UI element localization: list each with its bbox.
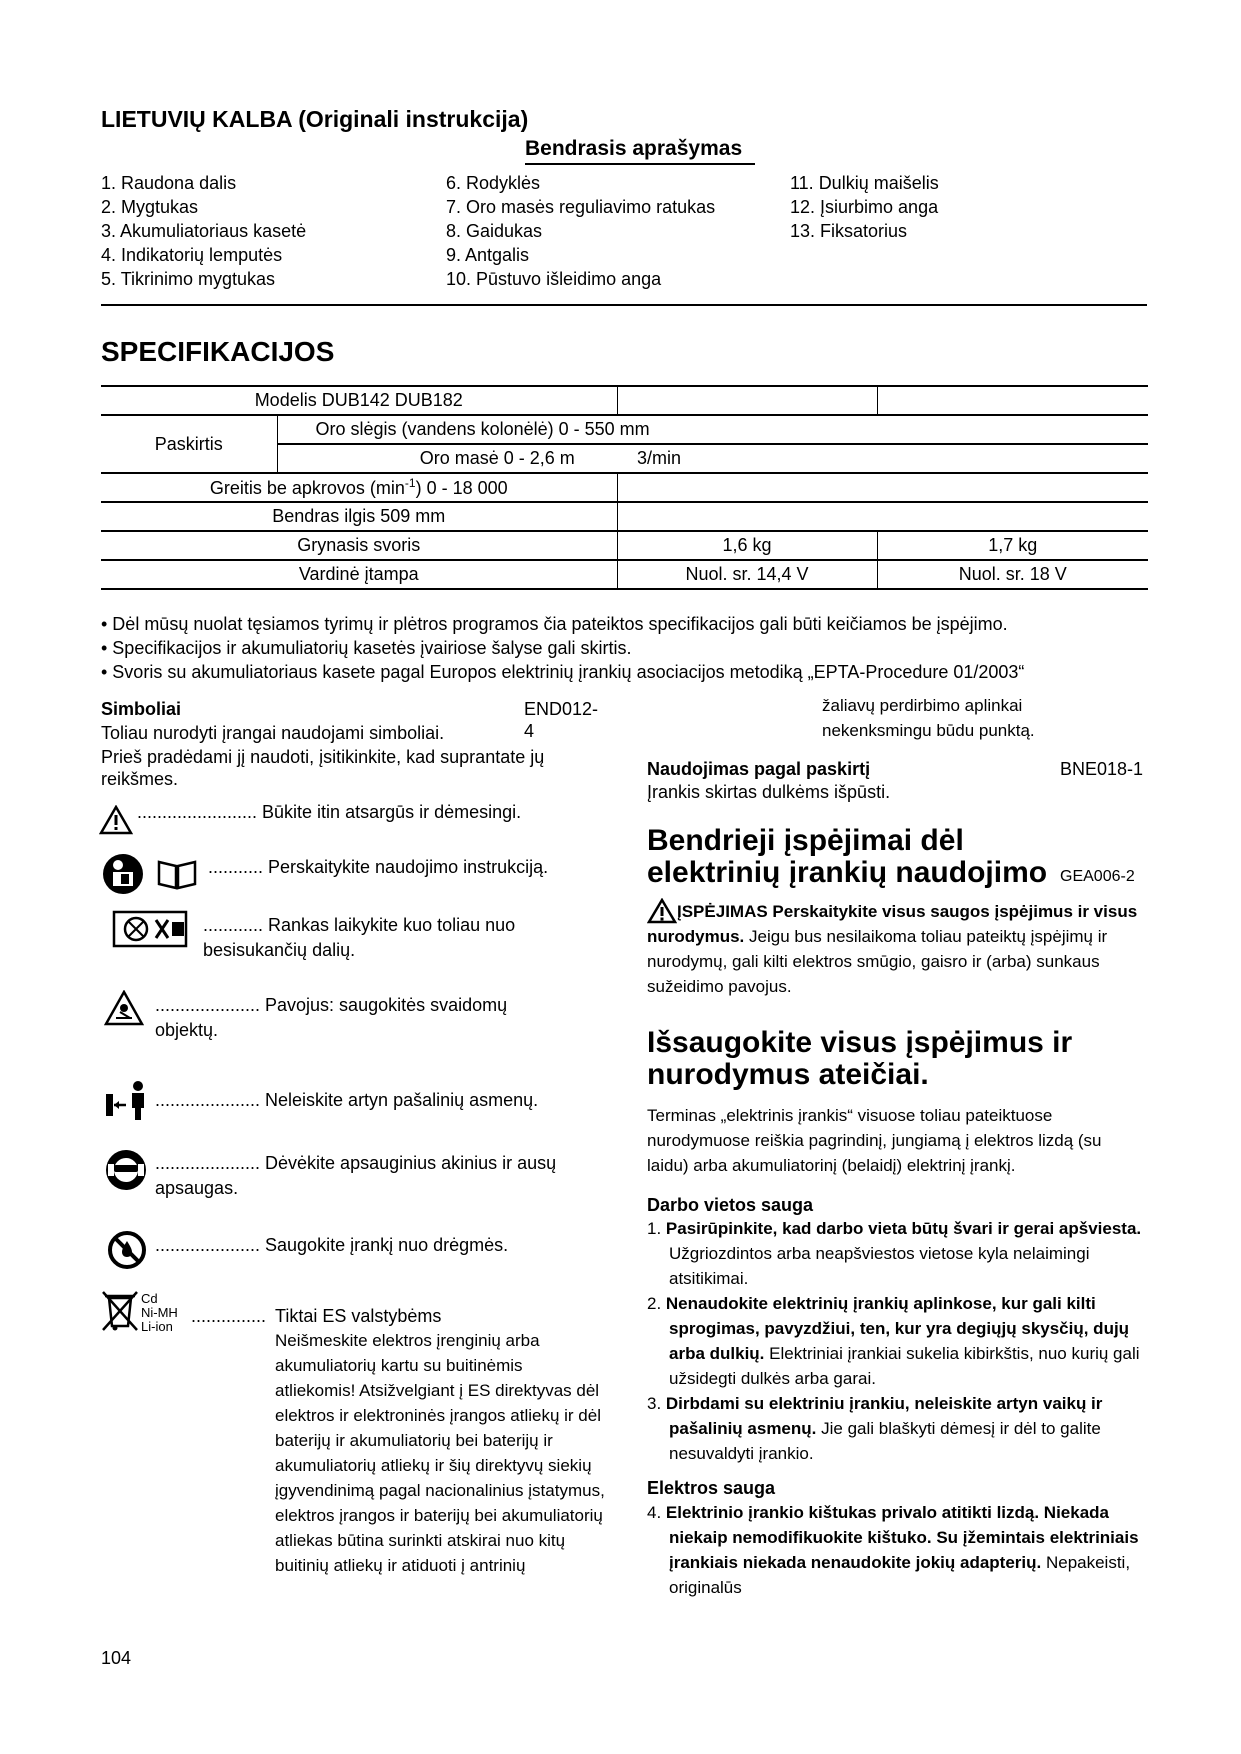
spec-voltage-2: Nuol. sr. 18 V bbox=[877, 560, 1148, 589]
spec-weight-label: Grynasis svoris bbox=[101, 531, 617, 560]
no-moisture-icon bbox=[107, 1230, 147, 1270]
list-item: 12. Įsiurbimo anga bbox=[790, 197, 939, 217]
list-item: 1. Raudona dalis bbox=[101, 173, 237, 193]
list-item: 7. Oro masės reguliavimo ratukas bbox=[446, 197, 716, 217]
save-instructions-title: Išsaugokite visus įspėjimus ir nurodymus ateičiai. bbox=[647, 1026, 1073, 1091]
general-warnings-code: GEA006-2 bbox=[1060, 868, 1135, 885]
list-item: 6. Rodyklės bbox=[446, 173, 541, 193]
spec-weight-1: 1,6 kg bbox=[617, 531, 877, 560]
symbol-caution: ........................ Būkite itin atsargūs ir dėmesingi. bbox=[137, 802, 522, 822]
spec-speed: Greitis be apkrovos $(\min^{-1})$ 0 - 18 000 bbox=[101, 473, 617, 502]
list-item: 11. Dulkių maišelis bbox=[790, 173, 939, 193]
document-title: LIETUVIŲ KALBA (Originali instrukcija) bbox=[101, 106, 529, 132]
battery-types: Cd Ni-MH Li-ion bbox=[141, 1291, 178, 1334]
list-item: 2. Mygtukas bbox=[101, 197, 199, 217]
spec-table bbox=[101, 385, 1148, 590]
list-item: 3. Dirbdami su elektriniu įrankiu, neleiskite artyn vaikų ir pašalinių asmenų. Jie gali blaškyti dėmesį ir dėl to galite nesuvaldyti įrankio. bbox=[647, 1394, 1103, 1463]
intended-use-text: Įrankis skirtas dulkėms išpūsti. bbox=[647, 782, 891, 802]
list-item: • Specifikacijos ir akumuliatorių kasetės įvairiose šalyse gali skirtis. bbox=[101, 638, 632, 658]
work-area-title: Darbo vietos sauga bbox=[647, 1195, 814, 1215]
table-row bbox=[101, 386, 1148, 415]
read-manual-icon bbox=[101, 852, 147, 896]
parts-list-col1 bbox=[101, 172, 306, 292]
table-row bbox=[101, 473, 1148, 502]
spec-air-mass: Oro masė 0 - 2,6 m bbox=[277, 444, 617, 473]
crossed-bin-icon bbox=[101, 1290, 139, 1332]
divider bbox=[101, 304, 1147, 306]
list-item: • Dėl mūsų nuolat tęsiamos tyrimų ir plėtros programos čia pateiktos specifikacijos gali būti keičiamos be įspėjimo. bbox=[101, 614, 1008, 634]
section-underline bbox=[525, 163, 755, 165]
symbol-protection: ..................... Dėvėkite apsauginius akinius ir ausų apsaugas. bbox=[155, 1153, 557, 1198]
list-item: 4. Elektrinio įrankio kištukas privalo atitikti lizdą. Niekada niekaip nemodifikuokite kištuko. Su įžemintais elektriniais įrankiais niekada nenaudokite jokių adapterių. Nepakeisti, originalūs bbox=[647, 1503, 1139, 1597]
symbol-thrown-objects: ..................... Pavojus: saugokitės svaidomų objektų. bbox=[155, 995, 508, 1040]
eye-ear-protection-icon bbox=[104, 1148, 148, 1192]
spec-voltage-label: Vardinė įtampa bbox=[101, 560, 617, 589]
spec-model: Modelis DUB142 DUB182 bbox=[101, 386, 617, 415]
symbol-bystanders: ..................... Neleiskite artyn pašalinių asmenų. bbox=[155, 1090, 539, 1110]
page-number: 104 bbox=[101, 1648, 132, 1668]
list-item: • Svoris su akumuliatoriaus kasete pagal Europos elektrinių įrankių asociacijos metodiką „EPTA-Procedure 01/2003“ bbox=[101, 662, 1025, 682]
spec-air-mass-unit: 3/min bbox=[617, 444, 1148, 473]
warning-paragraph: ĮSPĖJIMAS Perskaitykite visus saugos įspėjimus ir visus nurodymus. Jeigu bus nesilaikoma toliau pateiktų įspėjimų ir nurodymų, gali kilti elektros smūgio, gaisro ir (arba) sunkaus sužeidimo pavojus. bbox=[647, 902, 1138, 996]
parts-list-col2 bbox=[446, 172, 715, 292]
warning-triangle-icon bbox=[99, 805, 133, 835]
general-warnings-title: Bendrieji įspėjimai dėl elektrinių įrankių naudojimo bbox=[647, 824, 1048, 889]
list-item: 13. Fiksatorius bbox=[790, 221, 908, 241]
list-item: 5. Tikrinimo mygtukas bbox=[101, 269, 276, 289]
manual-book-icon bbox=[157, 858, 197, 890]
symbols-header bbox=[101, 698, 601, 741]
spec-purpose-label: Paskirtis bbox=[101, 415, 277, 473]
spec-weight-2: 1,7 kg bbox=[877, 531, 1148, 560]
symbols-title: Simboliai bbox=[101, 699, 182, 719]
eu-dots: ............... bbox=[191, 1306, 267, 1326]
keep-bystanders-away-icon bbox=[104, 1078, 150, 1122]
symbol-read-manual: ........... Perskaitykite naudojimo instrukciją. bbox=[208, 857, 549, 877]
table-row bbox=[101, 415, 1148, 444]
eu-disposal-continued: žaliavų perdirbimo aplinkai nekenksmingu būdu punktą. bbox=[822, 696, 1035, 740]
rotating-parts-icon bbox=[112, 910, 188, 948]
eu-disposal-text: Neišmeskite elektros įrenginių arba akumuliatorių kartu su buitinėmis atliekomis! Atsižvelgiant į ES direktyvas dėl elektros ir elektroninės įrangos atliekų ir dėl baterijų ir akumuliatorių bei baterijų ir akumuliatorių atliekų ir šių direktyvų siekių įgyvendinimą pagal nacionalinius įstatymus, elektros įrangos ir baterijų bei akumuliatorių atliekas būtina surinkti atskirai nuo kitų buitinių atliekų ir atiduoti į antrinių bbox=[275, 1331, 605, 1575]
electrical-safety-title: Elektros sauga bbox=[647, 1478, 776, 1498]
list-item: 4. Indikatorių lemputės bbox=[101, 245, 283, 265]
parts-list-col3 bbox=[790, 172, 939, 244]
section-title: Bendrasis aprašymas bbox=[525, 137, 743, 160]
list-item: 10. Pūstuvo išleidimo anga bbox=[446, 269, 662, 289]
spec-notes bbox=[101, 612, 1151, 684]
list-item: 9. Antgalis bbox=[446, 245, 530, 265]
eu-only-title: Tiktai ES valstybėms bbox=[275, 1306, 442, 1326]
symbol-rotating-parts: ............ Rankas laikykite kuo toliau nuo besisukančių dalių. bbox=[203, 915, 516, 960]
table-row bbox=[101, 560, 1148, 589]
list-item: 3. Akumuliatoriaus kasetė bbox=[101, 221, 307, 241]
spec-voltage-1: Nuol. sr. 14,4 V bbox=[617, 560, 877, 589]
symbol-moisture: ..................... Saugokite įrankį nuo drėgmės. bbox=[155, 1235, 509, 1255]
spec-title: SPECIFIKACIJOS bbox=[101, 336, 335, 367]
list-item: 1. Pasirūpinkite, kad darbo vieta būtų švari ir gerai apšviesta. Užgriozdintos arba neapšviestos vietose kyla nelaimingi atsitikimai. bbox=[647, 1219, 1142, 1288]
term-definition: Terminas „elektrinis įrankis“ visuose toliau pateiktuose nurodymuose reiškia pagrindinį, jungiamą į elektros lizdą (su laidu) arba akumuliatorinį (belaidį) elektrinį įrankį. bbox=[647, 1106, 1102, 1175]
list-item: 8. Gaidukas bbox=[446, 221, 543, 241]
spec-pressure: Oro slėgis (vandens kolonėlė) 0 - 550 mm bbox=[277, 415, 1148, 444]
thrown-objects-icon bbox=[104, 990, 144, 1026]
table-row bbox=[101, 502, 1148, 531]
spec-length: Bendras ilgis 509 mm bbox=[101, 502, 617, 531]
list-item: 2. Nenaudokite elektrinių įrankių aplinkose, kur gali kilti sprogimas, pavyzdžiui, ten, kur yra degiųjų skysčių, dujų arba dulkių. Elektriniai įrankiai sukelia kibirkštis, nuo kurių gali užsidegti dulkės arba garai. bbox=[647, 1294, 1140, 1388]
intended-use-header: Naudojimas pagal paskirtį BNE018-1 bbox=[647, 759, 1143, 779]
symbols-code: END012-4 bbox=[524, 699, 599, 741]
table-row bbox=[101, 531, 1148, 560]
symbols-intro: Toliau nurodyti įrangai naudojami simboliai. Prieš pradėdami jį naudoti, įsitikinkite, kad suprantate jų reikšmes. bbox=[101, 723, 545, 789]
